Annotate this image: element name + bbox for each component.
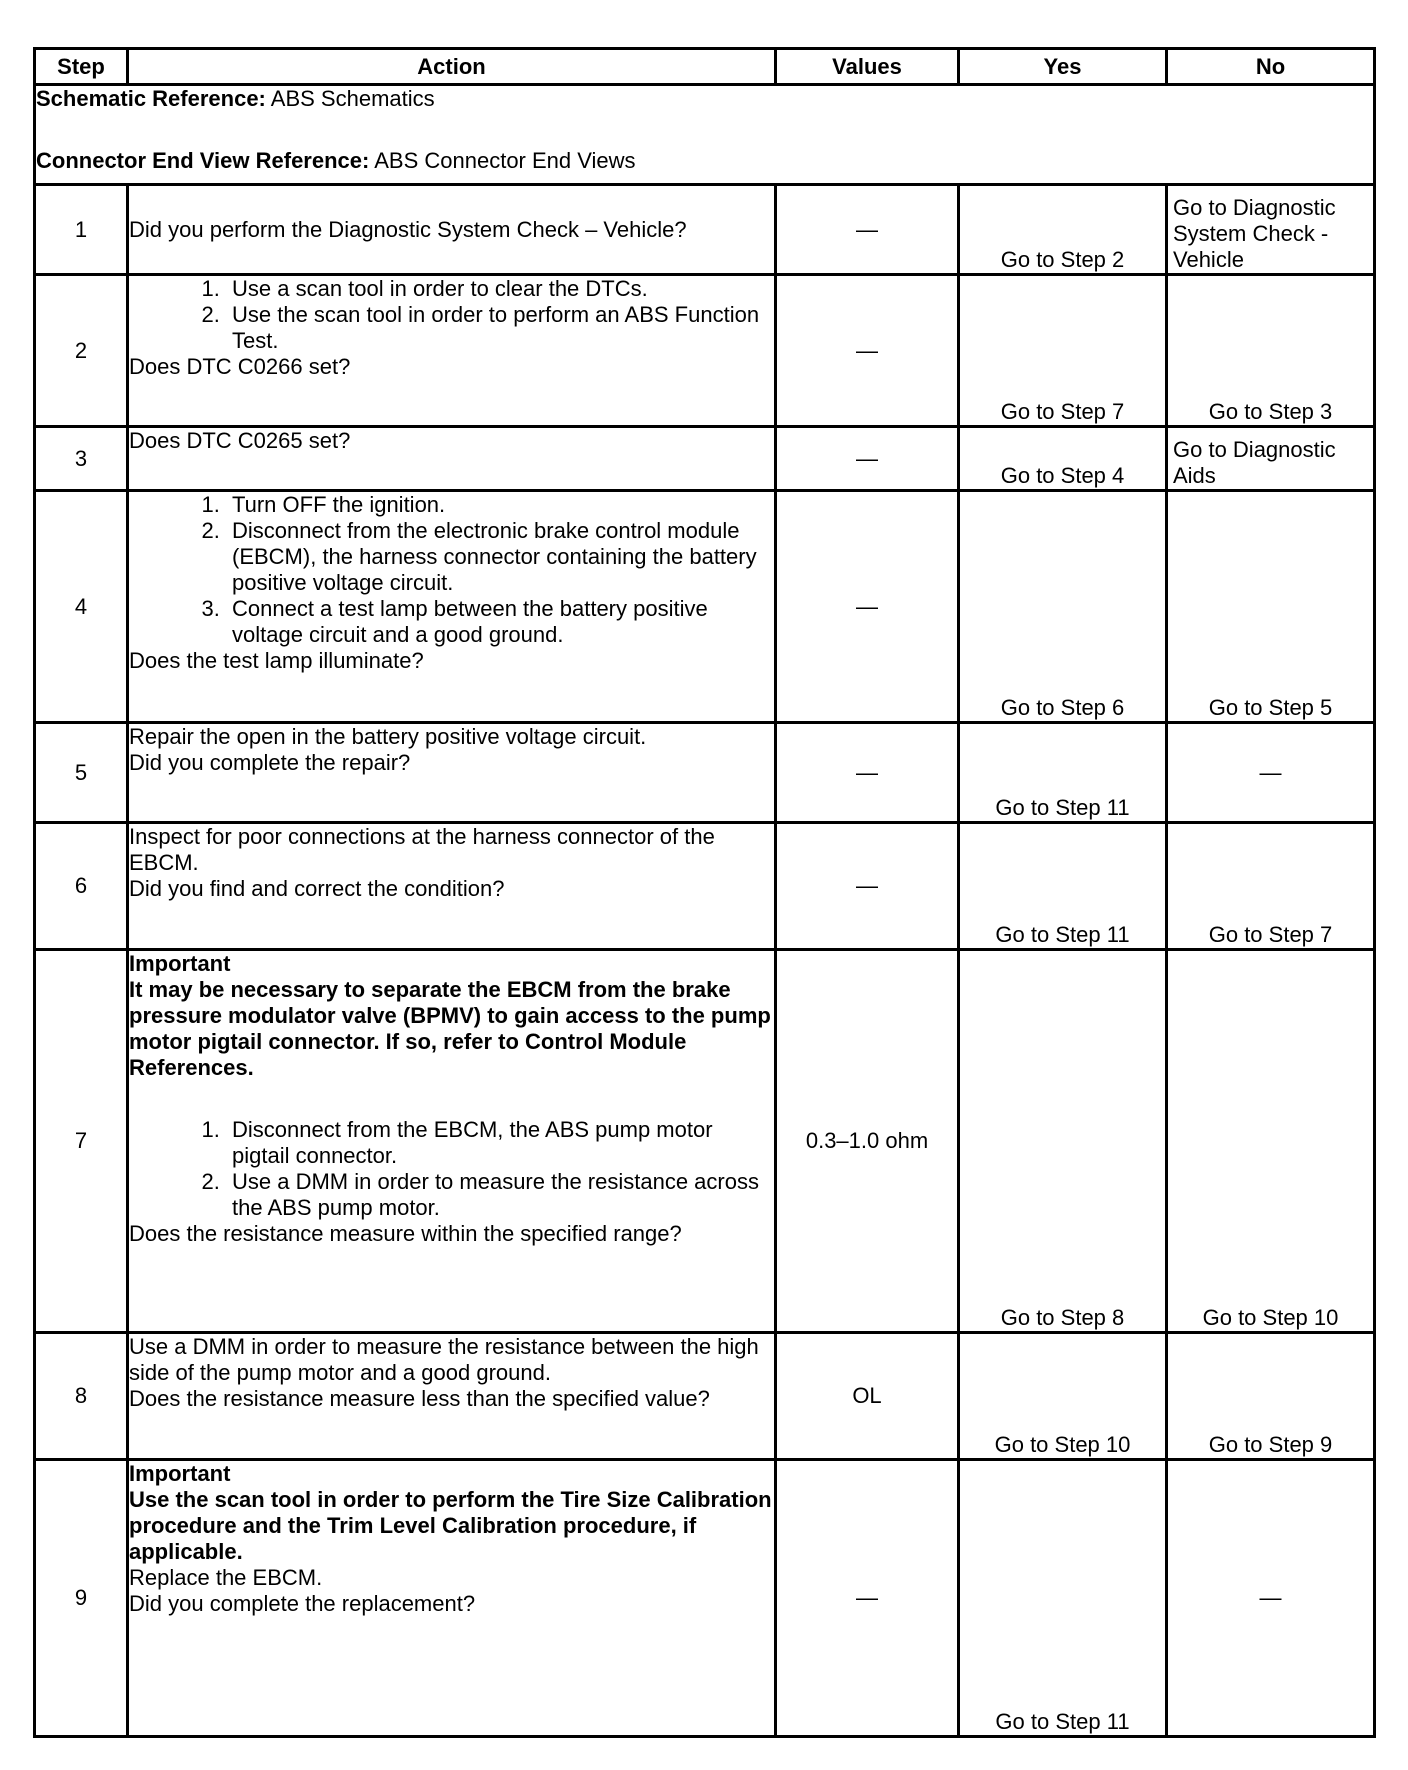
- step-action-text: Replace the EBCM.: [129, 1565, 323, 1590]
- step-action-text: Use a DMM in order to measure the resistance between the high side of the pump motor and a good ground.: [129, 1334, 759, 1385]
- step-action-list: [129, 276, 774, 354]
- table-row: [35, 1460, 1375, 1737]
- header-values: Values: [776, 49, 959, 85]
- step-value: —: [776, 275, 959, 427]
- step-no: —: [1167, 723, 1375, 823]
- step-yes: Go to Step 6: [959, 491, 1167, 723]
- step-number: 1: [35, 185, 128, 275]
- step-no: Go to Diagnostic System Check - Vehicle: [1167, 185, 1375, 275]
- step-question: Does the resistance measure within the specified range?: [129, 1221, 682, 1246]
- step-action: [128, 823, 776, 950]
- step-value: —: [776, 823, 959, 950]
- list-item: 1. Disconnect from the EBCM, the ABS pump motor pigtail connector.: [226, 1117, 774, 1169]
- step-action: [128, 491, 776, 723]
- connector-ref-value: ABS Connector End Views: [369, 148, 636, 173]
- step-question: Did you complete the repair?: [129, 750, 411, 775]
- step-value: —: [776, 723, 959, 823]
- schematic-ref-value: ABS Schematics: [265, 86, 435, 111]
- step-no: Go to Step 5: [1167, 491, 1375, 723]
- step-yes: Go to Step 11: [959, 1460, 1167, 1737]
- step-action: Does DTC C0265 set?: [128, 427, 776, 491]
- table-row: [35, 723, 1375, 823]
- table-row: [35, 950, 1375, 1333]
- step-action: [128, 1333, 776, 1460]
- list-item: 3. Connect a test lamp between the battery positive voltage circuit and a good ground.: [226, 596, 774, 648]
- step-yes: Go to Step 4: [959, 427, 1167, 491]
- step-yes: Go to Step 7: [959, 275, 1167, 427]
- step-number: 9: [35, 1460, 128, 1737]
- connector-ref-label: Connector End View Reference:: [36, 148, 370, 173]
- step-no: Go to Step 7: [1167, 823, 1375, 950]
- step-value: OL: [776, 1333, 959, 1460]
- step-action-list: [129, 1117, 774, 1221]
- step-question: Does the resistance measure less than the specified value?: [129, 1386, 710, 1411]
- step-value: —: [776, 1460, 959, 1737]
- step-action-text: Repair the open in the battery positive voltage circuit.: [129, 724, 647, 749]
- step-no: Go to Step 3: [1167, 275, 1375, 427]
- step-question: Did you find and correct the condition?: [129, 876, 505, 901]
- schematic-ref-label: Schematic Reference:: [36, 86, 266, 111]
- step-action: [128, 950, 776, 1333]
- list-item: 2. Use the scan tool in order to perform an ABS Function Test.: [226, 302, 774, 354]
- step-action: [128, 1460, 776, 1737]
- step-value: —: [776, 491, 959, 723]
- step-action: [128, 723, 776, 823]
- step-value: —: [776, 185, 959, 275]
- step-action: Did you perform the Diagnostic System Check – Vehicle?: [128, 185, 776, 275]
- step-action-list: [129, 492, 774, 648]
- step-yes: Go to Step 10: [959, 1333, 1167, 1460]
- important-text: It may be necessary to separate the EBCM from the brake pressure modulator valve (BPMV) to gain access to the pump motor pigtail connector. If so, refer to Control Module References.: [129, 977, 771, 1080]
- step-number: 7: [35, 950, 128, 1333]
- step-value: —: [776, 427, 959, 491]
- table-row: [35, 427, 1375, 491]
- header-step: Step: [35, 49, 128, 85]
- step-number: 8: [35, 1333, 128, 1460]
- step-question: Did you complete the replacement?: [129, 1591, 476, 1616]
- step-question: Does the test lamp illuminate?: [129, 648, 424, 673]
- step-no: —: [1167, 1460, 1375, 1737]
- step-number: 3: [35, 427, 128, 491]
- table-row: [35, 823, 1375, 950]
- step-no: Go to Step 10: [1167, 950, 1375, 1333]
- step-number: 6: [35, 823, 128, 950]
- header-yes: Yes: [959, 49, 1167, 85]
- step-number: 2: [35, 275, 128, 427]
- diagnostic-table: [33, 47, 1376, 1738]
- step-yes: Go to Step 8: [959, 950, 1167, 1333]
- table-row: [35, 491, 1375, 723]
- table-row: [35, 185, 1375, 275]
- step-yes: Go to Step 11: [959, 823, 1167, 950]
- step-yes: Go to Step 11: [959, 723, 1167, 823]
- step-question: Does DTC C0266 set?: [129, 354, 351, 379]
- step-value: 0.3–1.0 ohm: [776, 950, 959, 1333]
- step-action: [128, 275, 776, 427]
- important-heading: Important: [129, 1461, 231, 1486]
- list-item: 1. Use a scan tool in order to clear the DTCs.: [226, 276, 774, 302]
- table-row: [35, 275, 1375, 427]
- step-action-text: Inspect for poor connections at the harness connector of the EBCM.: [129, 824, 715, 875]
- list-item: 1. Turn OFF the ignition.: [226, 492, 774, 518]
- reference-cell: [35, 85, 1375, 185]
- header-row: [35, 49, 1375, 85]
- list-item: 2. Use a DMM in order to measure the resistance across the ABS pump motor.: [226, 1169, 774, 1221]
- step-yes: Go to Step 2: [959, 185, 1167, 275]
- header-action: Action: [128, 49, 776, 85]
- important-text: Use the scan tool in order to perform the Tire Size Calibration procedure and the Trim Level Calibration procedure, if applicable.: [129, 1487, 772, 1564]
- step-number: 4: [35, 491, 128, 723]
- step-no: Go to Diagnostic Aids: [1167, 427, 1375, 491]
- important-heading: Important: [129, 951, 231, 976]
- header-no: No: [1167, 49, 1375, 85]
- list-item: 2. Disconnect from the electronic brake control module (EBCM), the harness connector containing the battery positive voltage circuit.: [226, 518, 774, 596]
- reference-row: [35, 85, 1375, 185]
- step-no: Go to Step 9: [1167, 1333, 1375, 1460]
- step-number: 5: [35, 723, 128, 823]
- table-row: [35, 1333, 1375, 1460]
